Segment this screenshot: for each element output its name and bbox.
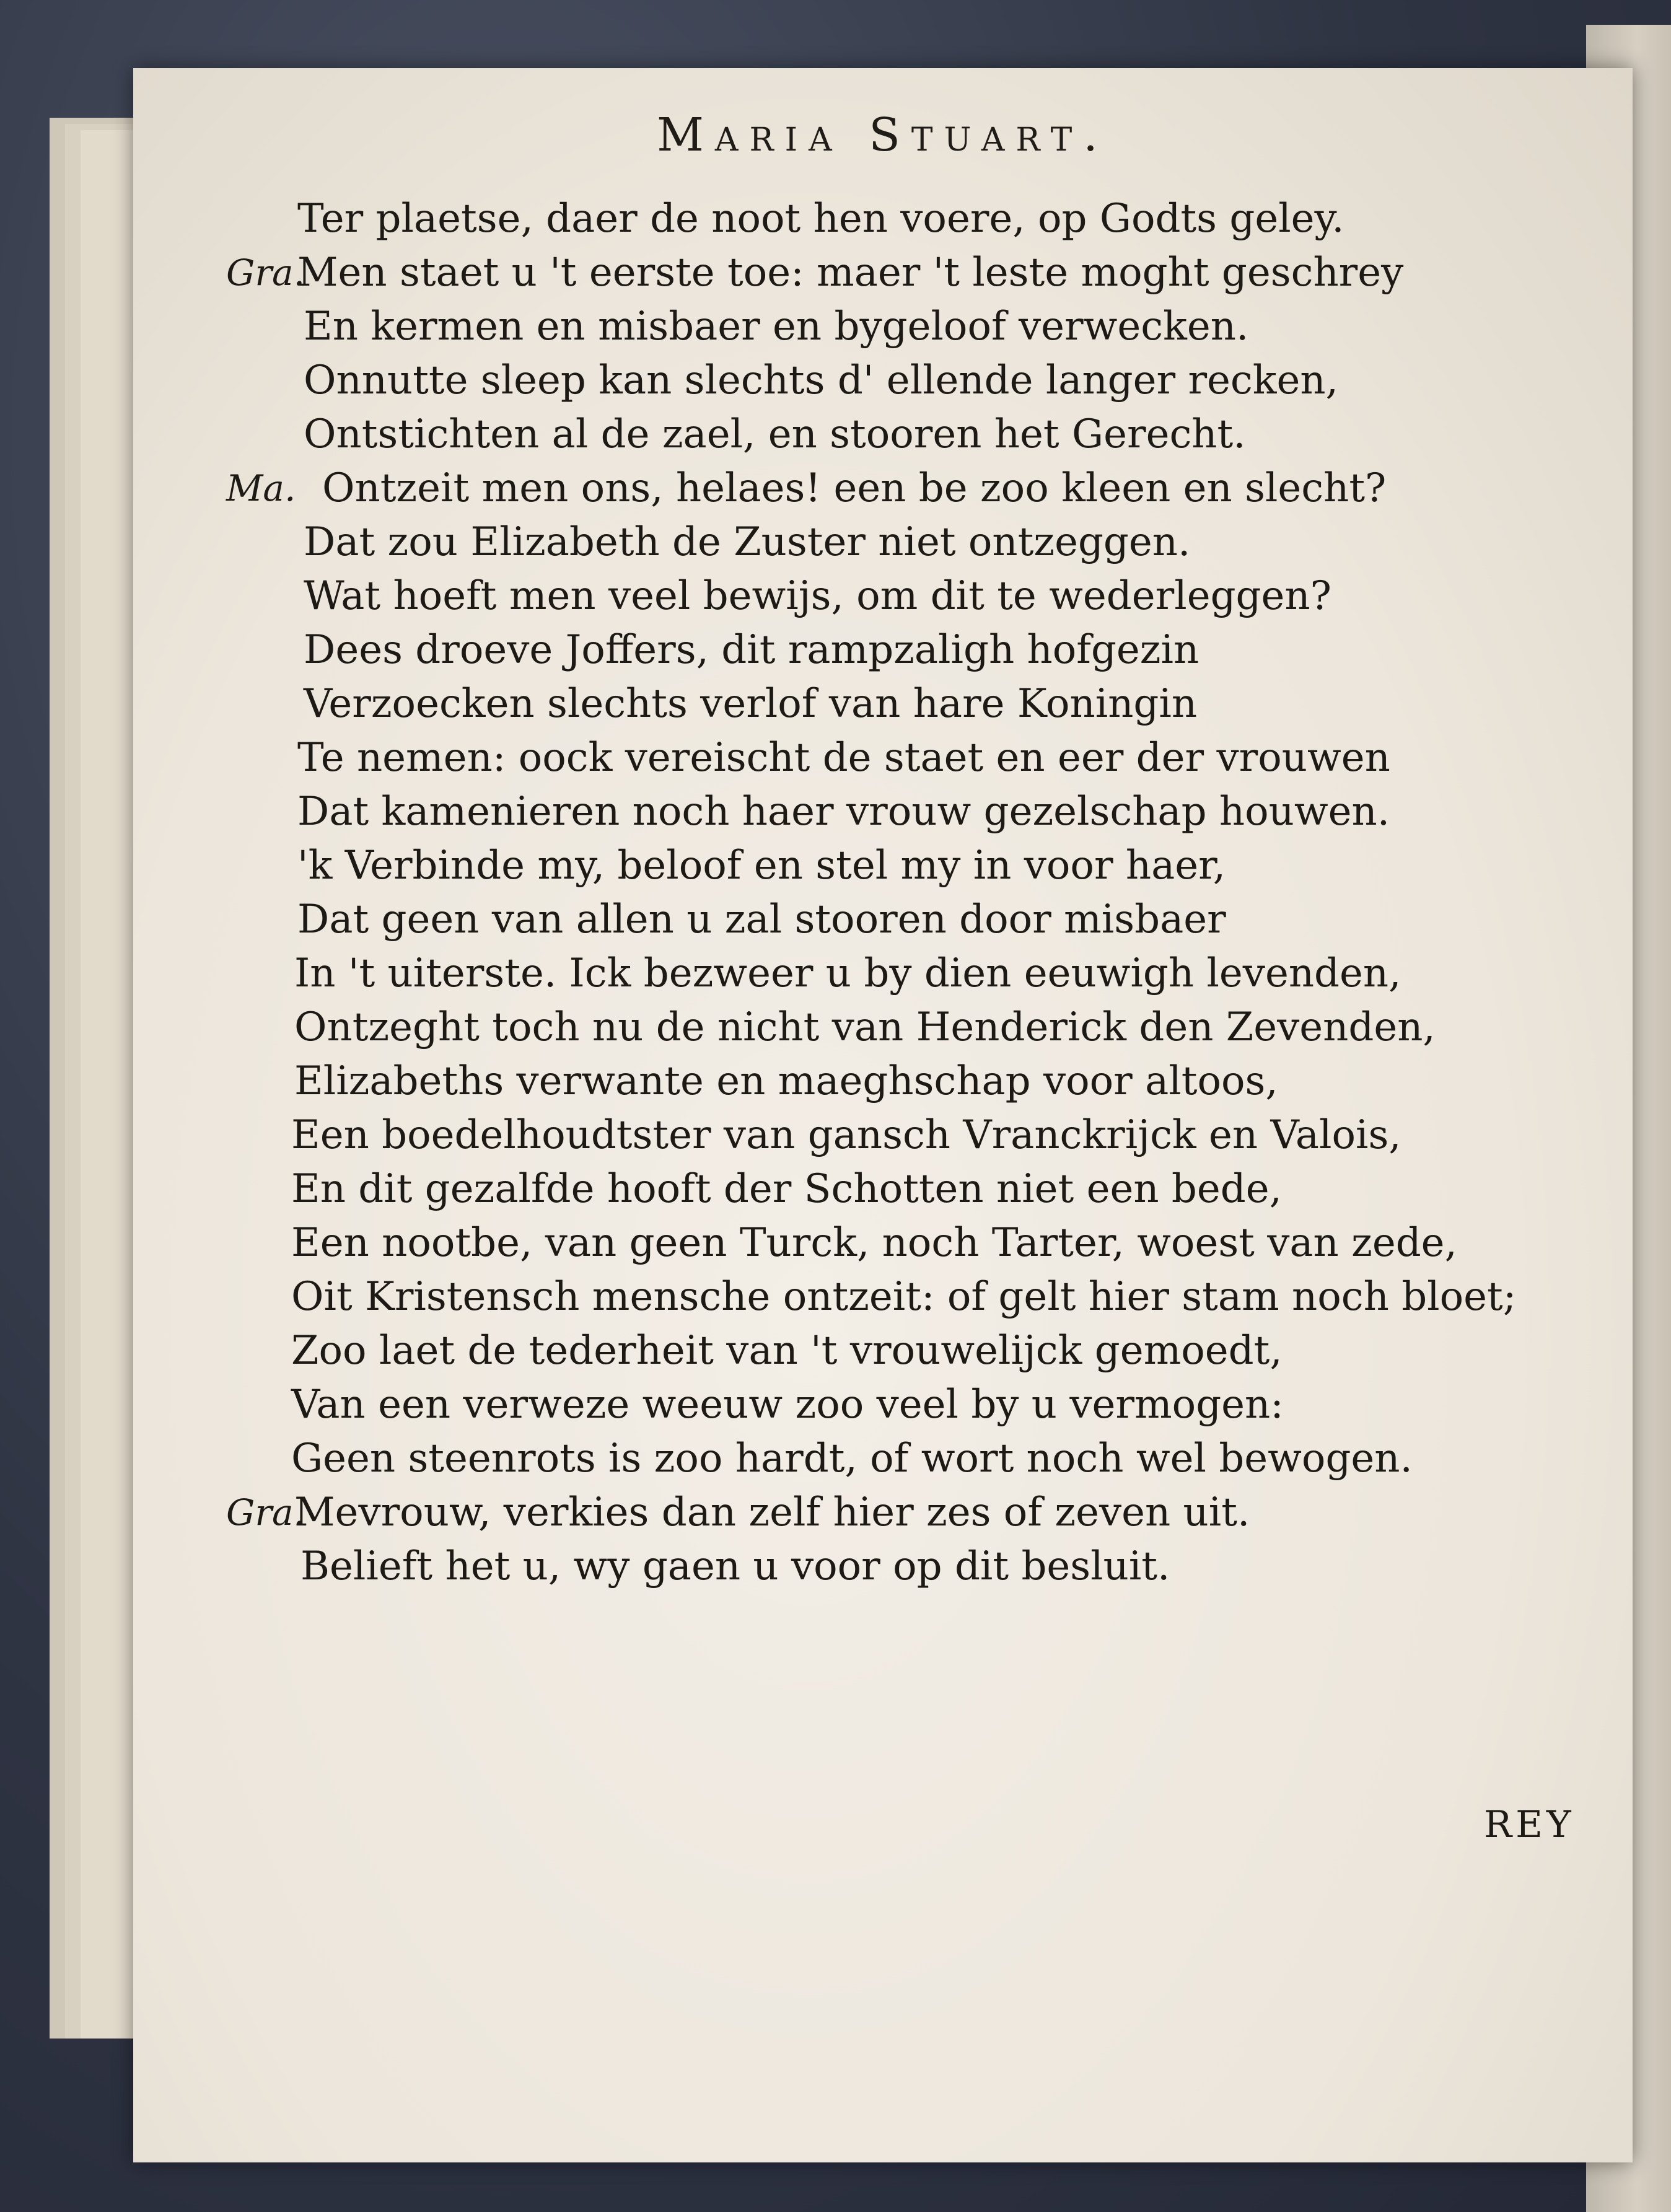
verse-block	[133, 192, 1633, 1594]
verse-line	[133, 569, 1633, 623]
verse-line	[133, 516, 1633, 569]
verse-line	[133, 1108, 1633, 1162]
verse-line	[133, 1540, 1633, 1594]
verse-text: Een boedelhoudtster van gansch Vranckrijck en Valois,	[291, 1112, 1401, 1158]
verse-line	[133, 1432, 1633, 1486]
verse-line	[133, 1324, 1633, 1378]
verse-text: Van een verweze weeuw zoo veel by u vermogen:	[291, 1382, 1284, 1428]
verse-text: Dat geen van allen u zal stooren door misbaer	[297, 897, 1226, 942]
verse-line	[133, 354, 1633, 408]
verse-text: Belieft het u, wy gaen u voor op dit besluit.	[300, 1543, 1170, 1589]
running-header: Maria Stuart.	[657, 108, 1109, 162]
verse-text: Een nootbe, van geen Turck, noch Tarter, woest van zede,	[291, 1220, 1457, 1266]
verse-text: Elizabeths verwante en maeghschap voor altoos,	[294, 1058, 1278, 1104]
verse-line	[133, 839, 1633, 893]
verse-text: Ontstichten al de zael, en stooren het Gerecht.	[304, 411, 1246, 457]
verse-text: 'k Verbinde my, beloof en stel my in voor haer,	[297, 843, 1226, 889]
verse-line	[133, 677, 1633, 731]
verse-text: Dees droeve Joffers, dit rampzaligh hofgezin	[304, 627, 1200, 673]
verse-text: Ontzeght toch nu de nicht van Henderick den Zevenden,	[294, 1004, 1436, 1050]
speaker-label: Ma.	[226, 467, 296, 509]
verse-text: In 't uiterste. Ick bezweer u by dien eeuwigh levenden,	[294, 950, 1401, 996]
verse-line	[133, 408, 1633, 462]
verse-line	[133, 192, 1633, 246]
verse-line	[133, 1001, 1633, 1055]
verse-line	[133, 623, 1633, 677]
verse-text: En kermen en misbaer en bygeloof verwecken.	[304, 304, 1249, 349]
verse-text: Onnutte sleep kan slechts d' ellende langer recken,	[304, 358, 1338, 403]
verse-text: Verzoecken slechts verlof van hare Koningin	[304, 681, 1198, 727]
verse-line	[133, 246, 1633, 300]
verse-text: Te nemen: oock vereischt de staet en eer der vrouwen	[297, 735, 1390, 781]
verse-line	[133, 785, 1633, 839]
book-page	[133, 68, 1633, 2162]
verse-line	[133, 893, 1633, 947]
verse-text: Oit Kristensch mensche ontzeit: of gelt hier stam noch bloet;	[291, 1274, 1517, 1320]
verse-text: Wat hoeft men veel bewijs, om dit te wederleggen?	[304, 573, 1331, 619]
verse-line	[133, 1270, 1633, 1324]
verse-text: Dat kamenieren noch haer vrouw gezelschap houwen.	[297, 789, 1390, 835]
verse-line	[133, 947, 1633, 1001]
verse-text: Ter plaetse, daer de noot hen voere, op Godts geley.	[297, 196, 1344, 242]
verse-line	[133, 1486, 1633, 1540]
verse-text: Geen steenrots is zoo hardt, of wort noch wel bewogen.	[291, 1436, 1413, 1481]
catchword: REY	[1484, 1803, 1575, 1846]
verse-line	[133, 1162, 1633, 1216]
verse-text: Men staet u 't eerste toe: maer 't leste moght geschrey	[297, 250, 1404, 296]
verse-text: En dit gezalfde hooft der Schotten niet een bede,	[291, 1166, 1282, 1212]
verse-text: Zoo laet de tederheit van 't vrouwelijck gemoedt,	[291, 1328, 1283, 1374]
speaker-label: Gra.	[226, 252, 305, 294]
verse-line	[133, 462, 1633, 516]
verse-line	[133, 300, 1633, 354]
verse-text: Mevrouw, verkies dan zelf hier zes of zeven uit.	[294, 1490, 1250, 1535]
verse-text: Ontzeit men ons, helaes! een be zoo kleen en slecht?	[322, 465, 1387, 511]
verse-line	[133, 731, 1633, 785]
verse-line	[133, 1216, 1633, 1270]
verse-text: Dat zou Elizabeth de Zuster niet ontzeggen.	[304, 519, 1191, 565]
speaker-label: Gra.	[226, 1491, 305, 1534]
verse-line	[133, 1055, 1633, 1108]
verse-line	[133, 1378, 1633, 1432]
